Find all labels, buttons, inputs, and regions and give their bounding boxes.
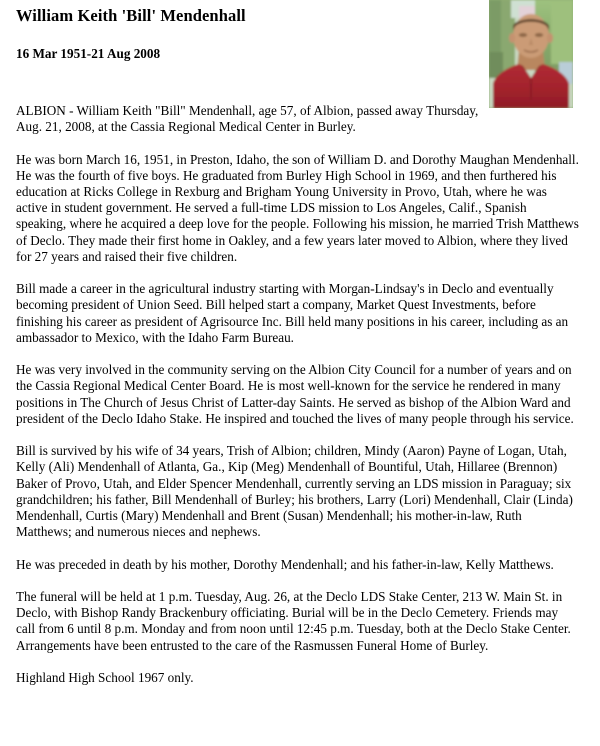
portrait-image	[489, 0, 573, 108]
paragraph-service: He was very involved in the community serving on the Albion City Council for a number of years and on the Cassia Regional Medical Center Board. He is most well-known for the service he rendered in many positions in The Church of Jesus Christ of Latter-day Saints. He served as bishop of the Albion Ward and president of the Declo Idaho Stake. He inspired and touched the lives of many people through his service.	[16, 362, 574, 426]
paragraph-footnote: Highland High School 1967 only.	[16, 670, 194, 685]
document-header	[16, 6, 476, 62]
portrait-photo	[489, 0, 573, 108]
page-title: William Keith 'Bill' Mendenhall	[16, 6, 246, 25]
obituary-body	[16, 103, 580, 686]
paragraph-funeral: The funeral will be held at 1 p.m. Tuesday, Aug. 26, at the Declo LDS Stake Center, 213 W. Main St. in Declo, with Bishop Randy Brackenbury officiating. Burial will be in the Declo Cemetery. Friends may call from 6 until 8 p.m. Monday and from noon until 12:45 p.m. Tuesday, both at the Declo Stake Center. Arrangements have been entrusted to the care of the Rasmussen Funeral Home of Burley.	[16, 589, 571, 653]
paragraph-lead: ALBION - William Keith "Bill" Mendenhall, age 57, of Albion, passed away Thursday, Aug. 21, 2008, at the Cassia Regional Medical Center in Burley.	[16, 103, 479, 135]
life-dates: 16 Mar 1951-21 Aug 2008	[16, 46, 161, 61]
paragraph-career: Bill made a career in the agricultural industry starting with Morgan-Lindsay's in Declo and eventually becoming president of Union Seed. Bill helped start a company, Market Quest Investments, before finishing his career as president of Agrisource Inc. Bill held many positions in his career, including as an ambassador to Mexico, with the Idaho Farm Bureau.	[16, 281, 569, 345]
paragraph-survivors: Bill is survived by his wife of 34 years, Trish of Albion; children, Mindy (Aaron) Payne of Logan, Utah, Kelly (Ali) Mendenhall of Atlanta, Ga., Kip (Meg) Mendenhall of Bountiful, Utah, Hillaree (Brennon) Baker of Provo, Utah, and Elder Spencer Mendenhall, currently serving an LDS mission in Paraguay; six grandchildren; his father, Bill Mendenhall of Burley; his brothers, Larry (Lori) Mendenhall, Clair (Linda) Mendenhall, Curtis (Mary) Mendenhall and Brent (Susan) Mendenhall; his mother-in-law, Ruth Matthews; and numerous nieces and nephews.	[16, 443, 573, 540]
paragraph-preceded: He was preceded in death by his mother, Dorothy Mendenhall; and his father-in-law, Kelly Matthews.	[16, 556, 554, 572]
paragraph-birth: He was born March 16, 1951, in Preston, Idaho, the son of William D. and Dorothy Maughan Mendenhall. He was the fourth of five boys. He graduated from Burley High School in 1969, and then furthered his education at Ricks College in Rexburg and Brigham Young University in Provo, Utah, where he was active in student government. He served a full-time LDS mission to Los Angeles, Calif., Spanish speaking, where he acquired a deep love for the people. Following his mission, he married Trish Matthews of Declo. They made their first home in Oakley, and a few years later moved to Albion, where they lived for 27 years and raised their five children.	[16, 151, 579, 264]
